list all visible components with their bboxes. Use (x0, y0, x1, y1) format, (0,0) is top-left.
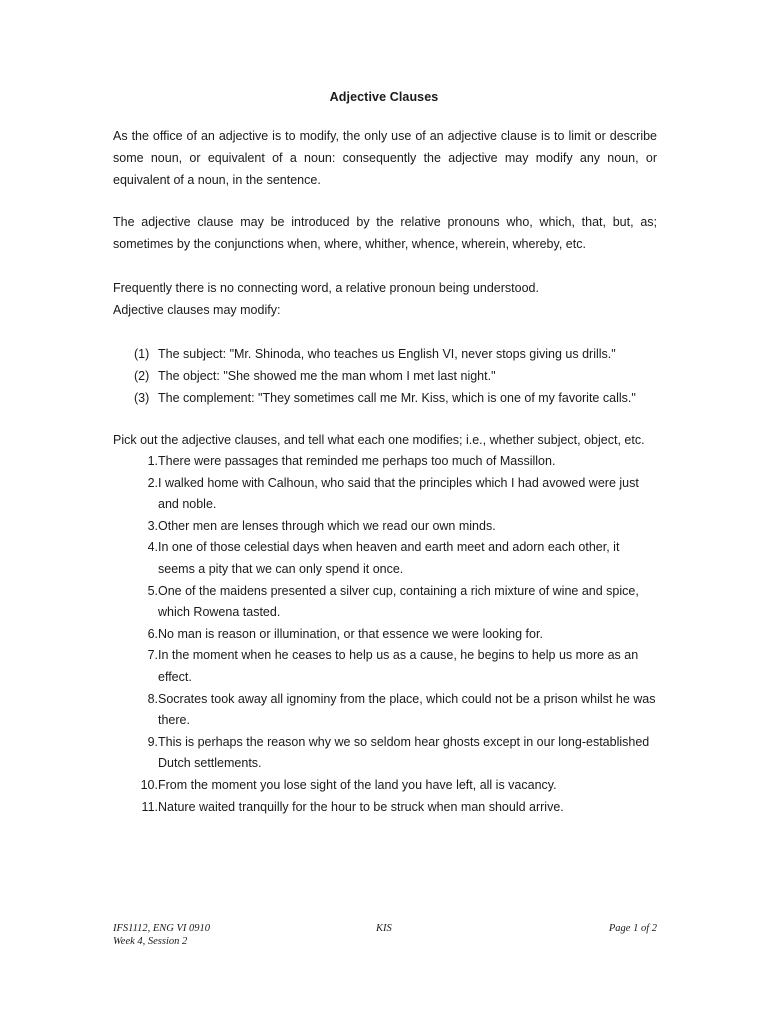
list-item (113, 473, 657, 516)
document-title: Adjective Clauses (329, 90, 439, 104)
list-item-text: One of the maidens presented a silver cup, containing a rich mixture of wine and spice, which Rowena tasted. (158, 583, 639, 620)
list-item-number: 11. (141, 799, 158, 814)
list-item-text: Nature waited tranquilly for the hour to be struck when man should arrive. (158, 799, 564, 814)
list-item-number: (3) (134, 391, 150, 405)
footer-author: KIS (376, 923, 392, 934)
list-item-number: 10. (140, 777, 158, 792)
list-item-number: 2. (147, 475, 158, 490)
list-item-number: 1. (147, 454, 158, 468)
list-item-number: (1) (134, 347, 150, 361)
list-item-text: The object: "She showed me the man whom I met last night." (158, 369, 496, 383)
list-item-number: (2) (134, 369, 150, 383)
list-item (113, 451, 657, 473)
modifier-list (134, 343, 636, 409)
list-item (113, 624, 657, 646)
list-item (134, 387, 636, 409)
list-item-text: The complement: "They sometimes call me Mr. Kiss, which is one of my favorite calls." (158, 391, 636, 405)
list-item (113, 516, 657, 538)
modify-intro-line: Adjective clauses may modify: (113, 303, 281, 317)
list-item (113, 775, 657, 797)
list-item-text: This is perhaps the reason why we so seldom hear ghosts except in our long-established Dutch settlements. (158, 734, 650, 771)
list-item-text: I walked home with Calhoun, who said that the principles which I had avowed were just and noble. (158, 475, 639, 512)
list-item (113, 537, 657, 580)
exercise-instruction: Pick out the adjective clauses, and tell what each one modifies; i.e., whether subject, object, etc. (113, 433, 645, 447)
list-item-text: Socrates took away all ignominy from the place, which could not be a prison whilst he was there. (158, 691, 656, 728)
list-item (113, 689, 657, 732)
list-item-number: 3. (147, 518, 158, 533)
relative-pronoun-paragraph: The adjective clause may be introduced by the relative pronouns who, which, that, but, as; sometimes by the conjunctions when, where, whither, whence, wherein, whereby, etc. (113, 215, 657, 251)
exercise-list (113, 451, 657, 818)
list-item (113, 581, 657, 624)
intro-paragraph: As the office of an adjective is to modify, the only use of an adjective clause is to limit or describe some noun, or equivalent of a noun: consequently the adjective may modify any noun, or equivalent of a noun, in the sentence. (113, 129, 657, 187)
list-item-number: 7. (147, 648, 158, 663)
list-item-text: The subject: "Mr. Shinoda, who teaches us English VI, never stops giving us drills." (158, 347, 616, 361)
list-item-text: Other men are lenses through which we read our own minds. (158, 518, 496, 533)
list-item (113, 732, 657, 775)
list-item-number: 5. (147, 583, 158, 598)
list-item-text: In one of those celestial days when heaven and earth meet and adorn each other, it seems a pity that we can only spend it once. (158, 540, 620, 576)
list-item-number: 6. (147, 626, 158, 641)
list-item (113, 797, 657, 819)
footer-course-code: IFS1112, ENG VI 0910 (113, 923, 211, 934)
list-item-text: There were passages that reminded me perhaps too much of Massillon. (158, 454, 556, 468)
list-item (134, 343, 636, 365)
list-item-number: 9. (147, 734, 158, 749)
footer-course-info (113, 922, 210, 948)
footer-session: Week 4, Session 2 (113, 936, 188, 947)
list-item (113, 645, 657, 688)
list-item-number: 4. (147, 540, 158, 555)
footer-page-number: Page 1 of 2 (608, 923, 657, 934)
list-item-text: No man is reason or illumination, or that essence we were looking for. (158, 626, 543, 641)
list-item-text: From the moment you lose sight of the land you have left, all is vacancy. (158, 777, 557, 792)
list-item-number: 8. (147, 691, 158, 706)
connecting-word-line: Frequently there is no connecting word, a relative pronoun being understood. (113, 281, 539, 295)
list-item-text: In the moment when he ceases to help us as a cause, he begins to help us more as an effect. (158, 648, 639, 684)
list-item (134, 365, 636, 387)
